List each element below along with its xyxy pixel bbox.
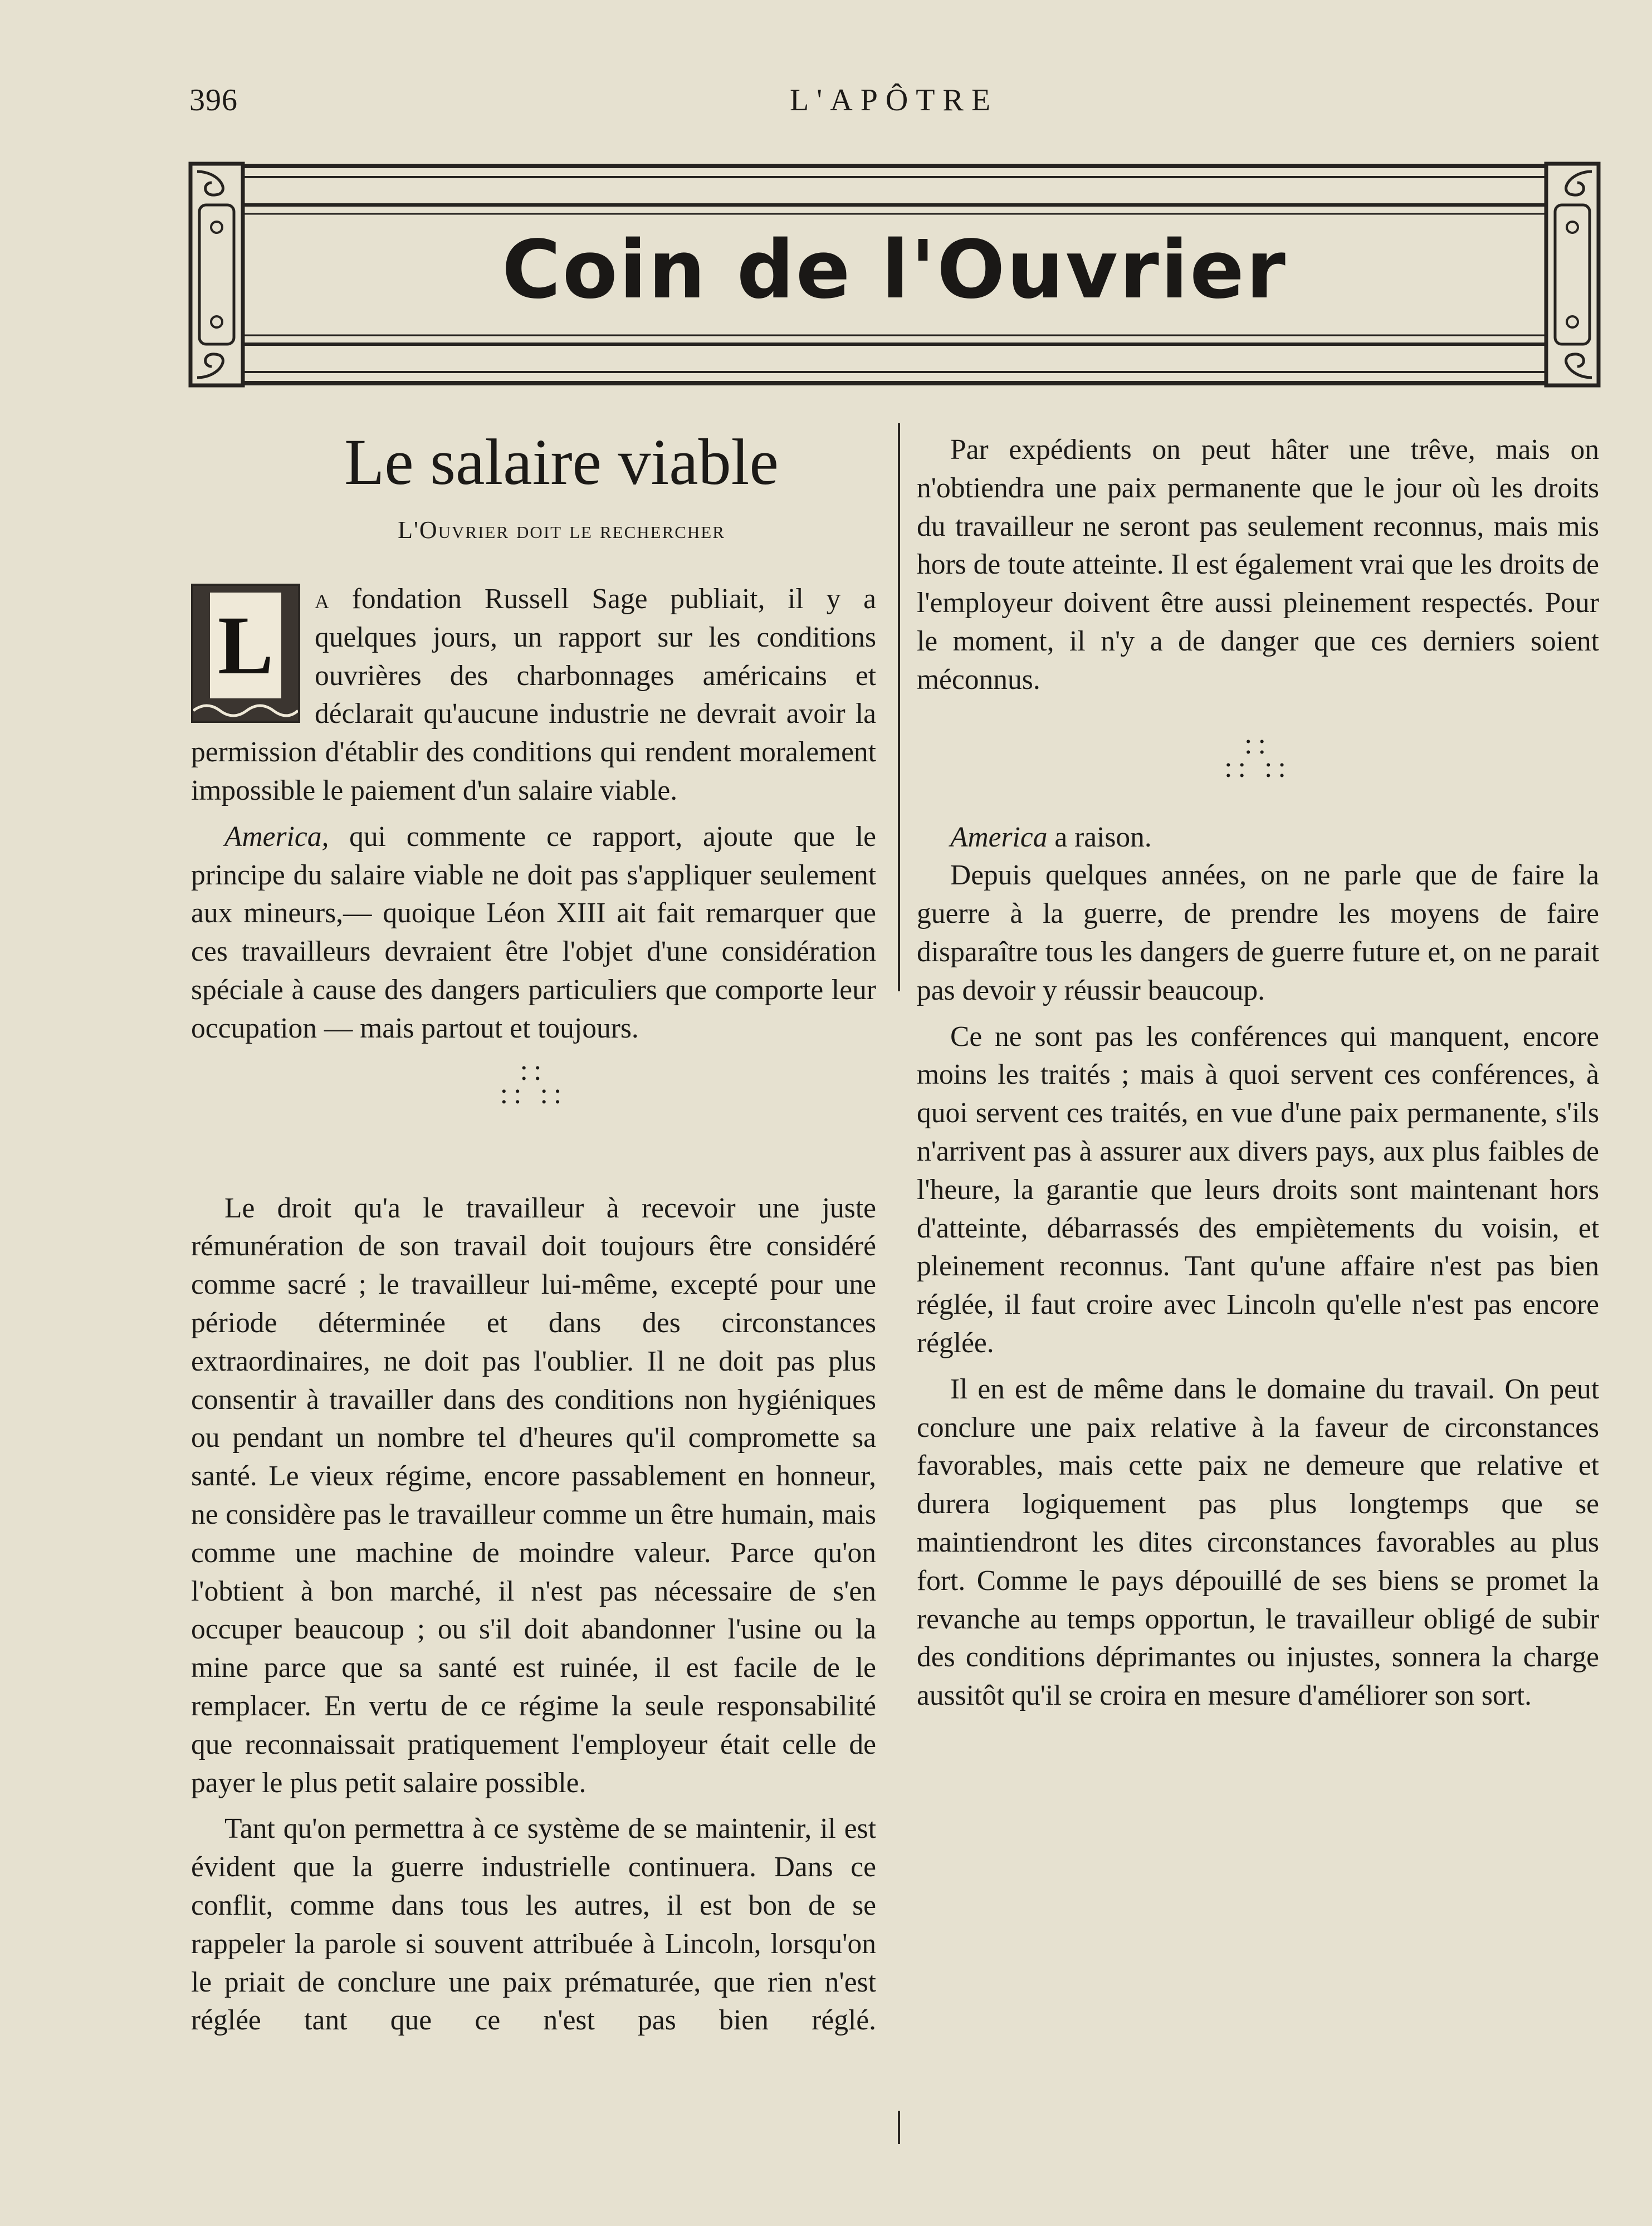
p2-italic: America, <box>224 820 329 853</box>
lead-text: fondation Russell Sage publiait, il y a quelques jours, un rapport sur les conditions ouvrières des charbonnages américains et déclarait qu'aucune industrie ne devrait avoir la permission d'établir des conditions qui rendent moralement impossible le paiement d'un salaire viable. <box>191 583 876 806</box>
p2-text: qui commente ce rapport, ajoute que le principe du salaire viable ne doit pas s'appliquer seulement aux mineurs,— quoique Léon XIII ait fait remarquer que ces travailleurs devraient être l'objet d'une considération spéciale à cause des dangers particuliers que comporte leur occupation — mais partout et toujours. <box>191 820 876 1044</box>
paragraph-3: Le droit qu'a le travailleur à recevoir une juste rémunération de son travail doit toujours être considéré comme sacré ; le travailleur lui-même, excepté pour une période déterminée et dans des circonstances extraordinaires, ne doit pas l'oublier. Il ne doit pas plus consentir à travailler dans des conditions non hygiéniques ou pendant un nombre tel d'heures qu'il compromette sa santé. Le vieux régime, encore passablement en honneur, ne considère pas le travailleur comme un être humain, mais comme une machine de moindre valeur. Parce qu'on l'obtient à bon marché, il n'est pas nécessaire de s'en occuper beaucoup ; ou s'il doit abandonner l'usine ou la mine parce que sa santé est ruinée, il est facile de le remplacer. En vertu de ce régime la seule responsabilité que reconnaissait pratiquement l'employeur était celle de payer le plus petit salaire possible. <box>191 1192 876 1799</box>
running-head <box>189 82 1599 121</box>
right-column <box>917 423 1599 1715</box>
leaf-ornament-icon <box>193 701 298 721</box>
lead-paragraph <box>191 580 876 810</box>
p6-italic: America <box>950 821 1048 853</box>
separator-right-bottom: :: :: <box>1224 751 1292 784</box>
paragraph-6 <box>917 819 1599 857</box>
section-banner <box>187 160 1602 389</box>
paragraph-8: Ce ne sont pas les conférences qui manquent, encore moins les traités ; mais à quoi servent ces conférences, à quoi servent ces traités, en vue d'une paix permanente, s'ils n'arrivent pas à assurer aux divers pays, aux plus faibles de l'heure, la garantie que leurs droits sont maintenant hors d'atteinte, débarrassés des empiètements du voisin, et pleinement reconnus. Tant qu'une affaire n'est pas bien réglée, il faut croire avec Lincoln qu'elle n'est pas encore réglée. <box>917 1020 1599 1359</box>
lead-smallcaps: a <box>315 583 329 615</box>
separator-right-top: :: <box>1244 728 1272 760</box>
separator-top: :: <box>520 1054 548 1087</box>
section-separator <box>191 1054 876 1110</box>
dropcap-ornament <box>191 584 300 723</box>
separator-bottom: :: :: <box>500 1078 568 1110</box>
banner-title: Coin de l'Ouvrier <box>502 223 1287 316</box>
paragraph-9: Il en est de même dans le domaine du travail. On peut conclure une paix relative à la faveur de circonstances favorables, mais cette paix ne demeure que relative et durera logiquement pas plus longtemps que se maintiendront les dites circonstances favorables au plus fort. Comme le pays dépouillé de ses biens se promet la revanche au temps opportun, le travailleur obligé de subir des conditions déprimantes ou injustes, sonnera la charge aussitôt qu'il se croira en mesure d'améliorer son sort. <box>917 1373 1599 1712</box>
paragraph-5: Par expédients on peut hâter une trêve, mais on n'obtiendra une paix permanente que le jour où les droits du travailleur ne seront pas seulement reconnus, mais mis hors de toute atteinte. Il est également vrai que les droits de l'employeur doivent être aussi pleinement respectés. Pour le moment, il n'y a de danger que ces derniers soient méconnus. <box>917 434 1599 696</box>
article-subtitle: L'Ouvrier doit le rechercher <box>398 516 725 544</box>
paragraph-7: Depuis quelques années, on ne parle que de faire la guerre à la guerre, de prendre les moyens de faire disparaître tous les dangers de guerre future et, on ne parait pas devoir y réussir beaucoup. <box>917 859 1599 1006</box>
p6-text: a raison. <box>1047 821 1152 853</box>
column-rule <box>898 423 900 991</box>
journal-title: L'APÔTRE <box>789 83 999 118</box>
paragraph-2 <box>191 818 876 1048</box>
article-title: Le salaire viable <box>344 425 779 498</box>
paragraph-4: Tant qu'on permettra à ce système de se maintenir, il est évident que la guerre industrielle continuera. Dans ce conflit, comme dans tous les autres, il est bon de se rappeler la parole si souvent attribuée à Lincoln, lorsqu'on le priait de conclure une paix prématurée, que rien n'est réglée tant que ce n'est pas bien réglé. <box>191 1813 876 2037</box>
section-separator-right <box>917 728 1599 784</box>
dropcap-letter: L <box>210 593 281 698</box>
left-column <box>191 423 876 2040</box>
page-number: 396 <box>189 83 238 118</box>
column-rule-bottom <box>898 2111 900 2144</box>
